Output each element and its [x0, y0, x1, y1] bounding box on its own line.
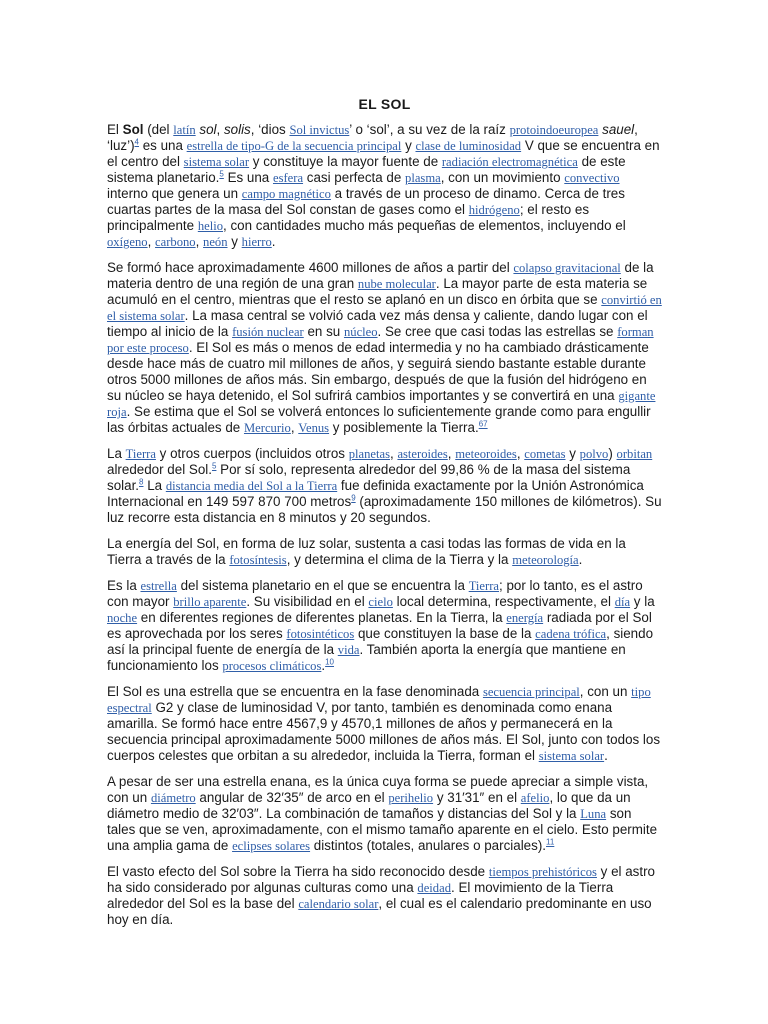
wiki-link[interactable]: sistema solar: [183, 155, 250, 169]
text-run: y 31′31″ en el: [433, 790, 521, 805]
wiki-link[interactable]: procesos climáticos: [222, 659, 322, 673]
wiki-link[interactable]: campo magnético: [241, 187, 331, 201]
wiki-link[interactable]: asteroides: [397, 447, 448, 461]
text-run: , y determina el clima de la Tierra y la: [286, 552, 513, 567]
text-run: .: [321, 658, 326, 673]
footnote-ref[interactable]: 67: [478, 419, 488, 429]
wiki-link[interactable]: tipo espectral: [107, 685, 651, 715]
paragraph-7: [107, 774, 662, 854]
text-run: a través de un proceso de dinamo. Cerca de tres cuartas partes de la masa del Sol constan de gases como el: [107, 186, 625, 217]
text-run: y el astro ha sido considerado por algunas culturas como una: [107, 864, 656, 895]
wiki-link[interactable]: Luna: [580, 807, 607, 821]
wiki-link[interactable]: cadena trófica: [535, 627, 607, 641]
text-run: , con cantidades mucho más pequeñas de elementos, incluyendo el: [223, 218, 626, 233]
wiki-link[interactable]: oxígeno: [107, 235, 148, 249]
wiki-link[interactable]: tiempos prehistóricos: [488, 865, 597, 879]
text-run: interno que genera un: [107, 186, 242, 201]
wiki-link[interactable]: noche: [107, 611, 138, 625]
italic-term: sol: [199, 122, 217, 137]
wiki-link[interactable]: forman por este proceso: [107, 325, 654, 355]
text-run: y posiblemente la Tierra.: [329, 420, 479, 435]
wiki-link[interactable]: colapso gravitacional: [513, 261, 621, 275]
text-run: , el cual es el calendario predominante en uso hoy en día.: [107, 896, 652, 927]
text-run: ; por lo tanto, es el astro con mayor: [107, 578, 643, 609]
wiki-link[interactable]: convectivo: [564, 171, 620, 185]
text-run: en diferentes regiones de diferentes planetas. En la Tierra, la: [137, 610, 507, 625]
text-run: El Sol es una estrella que se encuentra en la fase denominada: [107, 684, 483, 699]
wiki-link[interactable]: meteoroides: [455, 447, 517, 461]
wiki-link[interactable]: energía: [506, 611, 544, 625]
text-run: La: [143, 478, 166, 493]
text-run: y: [227, 234, 242, 249]
wiki-link[interactable]: fusión nuclear: [232, 325, 304, 339]
text-run: ,: [447, 446, 456, 461]
text-run: casi perfecta de: [303, 170, 406, 185]
wiki-link[interactable]: latín: [173, 123, 196, 137]
wiki-link[interactable]: perihelio: [388, 791, 434, 805]
footnote-ref[interactable]: 5: [219, 169, 224, 179]
text-run: .: [271, 234, 276, 249]
wiki-link[interactable]: hierro: [241, 235, 272, 249]
wiki-link[interactable]: Tierra: [468, 579, 500, 593]
text-run: en su: [303, 324, 344, 339]
wiki-link[interactable]: afelio: [520, 791, 550, 805]
text-run: . Se cree que casi todas las estrellas se: [377, 324, 618, 339]
text-run: ,: [147, 234, 156, 249]
wiki-link[interactable]: protoindoeuropea: [509, 123, 599, 137]
footnote-ref[interactable]: 9: [351, 493, 356, 503]
italic-term: solis: [223, 122, 251, 137]
wiki-link[interactable]: Venus: [298, 421, 330, 435]
wiki-link[interactable]: estrella: [140, 579, 177, 593]
text-run: angular de 32′35″ de arco en el: [195, 790, 389, 805]
paragraph-6: [107, 684, 662, 764]
wiki-link[interactable]: neón: [203, 235, 228, 249]
text-run: es una: [138, 138, 187, 153]
wiki-link[interactable]: fotosintéticos: [286, 627, 355, 641]
text-run: La: [107, 446, 126, 461]
wiki-link[interactable]: distancia media del Sol a la Tierra: [165, 479, 338, 493]
text-run: y constituye la mayor fuente de: [249, 154, 442, 169]
wiki-link[interactable]: brillo aparente: [173, 595, 247, 609]
text-run: ,: [389, 446, 398, 461]
text-run: alrededor del Sol.: [107, 462, 212, 477]
text-run: , siendo así la principal fuente de energía de la: [107, 626, 654, 657]
wiki-link[interactable]: cometas: [524, 447, 566, 461]
text-run: del sistema planetario en el que se encuentra la: [176, 578, 469, 593]
text-run: (aproximadamente 150 millones de kilómetros). Su luz recorre esta distancia en 8 minutos y 20 segundos.: [107, 494, 662, 525]
wiki-link[interactable]: fotosíntesis: [229, 553, 287, 567]
text-run: . El Sol es más o menos de edad intermedia y no ha cambiado drásticamente desde hace más de cuatro mil millones de años, y seguirá siendo bastante estable durante otros 5000 millones de años más. Sin embargo, después de que la fusión del hidrógeno en su núcleo se haya detenido, el Sol sufrirá cambios importantes y se convertirá en una: [107, 340, 649, 403]
wiki-link[interactable]: Mercurio: [243, 421, 291, 435]
text-run: , con un: [579, 684, 632, 699]
text-run: El vasto efecto del Sol sobre la Tierra ha sido reconocido desde: [107, 864, 489, 879]
footnote-ref[interactable]: 4: [134, 137, 139, 147]
text-run: .: [604, 748, 608, 763]
wiki-link[interactable]: carbono: [155, 235, 196, 249]
text-run: Se formó hace aproximadamente 4600 millones de años a partir del: [107, 260, 514, 275]
wiki-link[interactable]: esfera: [272, 171, 304, 185]
wiki-link[interactable]: sistema solar: [538, 749, 605, 763]
footnote-ref[interactable]: 5: [211, 461, 217, 471]
text-run: radiada por el Sol es aprovechada por los seres: [107, 610, 652, 641]
text-run: G2 y clase de luminosidad V, por tanto, también es denominada como enana amarilla. Se formó hace entre 4567,9 y 4570,1 millones de años y permanecerá en la secuencia principal aproximadamente 5000 millones de años más. El Sol, junto con todos los cuerpos celestes que orbitan a su alrededor, incluida la Tierra, forman el: [107, 700, 661, 763]
text-run: ): [608, 446, 617, 461]
text-run: , ‘luz’): [107, 122, 638, 153]
wiki-link[interactable]: radiación electromagnética: [441, 155, 578, 169]
text-run: y otros cuerpos (incluidos otros: [155, 446, 349, 461]
wiki-link[interactable]: orbitan: [616, 447, 653, 461]
text-run: de este sistema planetario.: [107, 154, 626, 185]
paragraph-2: [107, 260, 662, 436]
wiki-link[interactable]: núcleo: [343, 325, 378, 339]
text-run: ,: [290, 420, 299, 435]
text-run: , ‘dios: [250, 122, 290, 137]
wiki-link[interactable]: nube molecular: [357, 277, 436, 291]
document-body: [107, 122, 662, 928]
text-run: que constituyen la base de la: [354, 626, 536, 641]
paragraph-3: [107, 446, 662, 526]
text-run: y: [565, 446, 580, 461]
text-run: ,: [216, 122, 224, 137]
bold-term: Sol: [122, 122, 144, 137]
wiki-link[interactable]: eclipses solares: [232, 839, 311, 853]
wiki-link[interactable]: clase de luminosidad: [415, 139, 522, 153]
text-run: Es la: [107, 578, 141, 593]
wiki-link[interactable]: gigante roja: [107, 389, 656, 419]
text-run: . Se estima que el Sol se volverá entonces lo suficientemente grande como para engullir las órbitas actuales de: [107, 404, 651, 435]
footnote-ref[interactable]: 8: [139, 477, 144, 487]
text-run: , con un movimiento: [440, 170, 565, 185]
wiki-link[interactable]: deidad: [417, 881, 451, 895]
text-run: de la materia dentro de una región de una gran: [107, 260, 654, 291]
text-run: ,: [195, 234, 204, 249]
text-run: , lo que da un diámetro medio de 32′03″. La combinación de tamaños y distancias del Sol y la: [107, 790, 631, 821]
wiki-link[interactable]: secuencia principal: [482, 685, 580, 699]
text-run: A pesar de ser una estrella enana, es la única cuya forma se puede apreciar a simple vista, con un: [107, 774, 649, 805]
text-run: El: [107, 122, 123, 137]
footnote-ref[interactable]: 11: [546, 837, 555, 847]
text-run: . La masa central se volvió cada vez más densa y caliente, dando lugar con el tiempo al inicio de la: [107, 308, 648, 339]
text-run: ,: [516, 446, 525, 461]
wiki-link[interactable]: Tierra: [125, 447, 156, 461]
text-run: Es una: [223, 170, 273, 185]
text-run: y: [401, 138, 416, 153]
wiki-link[interactable]: planetas: [348, 447, 390, 461]
text-run: ; el resto es principalmente: [107, 202, 590, 233]
wiki-link[interactable]: Sol invictus: [289, 123, 350, 137]
wiki-link[interactable]: helio: [197, 219, 223, 233]
wiki-link[interactable]: cielo: [368, 595, 393, 609]
wiki-link[interactable]: polvo: [579, 447, 609, 461]
text-run: V que se encuentra en el centro del: [107, 138, 660, 169]
wiki-link[interactable]: día: [614, 595, 631, 609]
paragraph-8: [107, 864, 662, 928]
text-run: ’ o ‘sol’, a su vez de la raíz: [349, 122, 510, 137]
text-run: La energía del Sol, en forma de luz solar, sustenta a casi todas las formas de vida en la Tierra a través de la: [107, 536, 626, 567]
wiki-link[interactable]: convirtió en el sistema solar: [107, 293, 662, 323]
text-run: son tales que se ven, aproximadamente, con el mismo tamaño aparente en el cielo. Esto permite una amplia gama de: [107, 806, 658, 853]
paragraph-4: [107, 536, 662, 568]
paragraph-5: [107, 578, 662, 674]
wiki-link[interactable]: meteorología: [512, 553, 579, 567]
wiki-link[interactable]: calendario solar: [298, 897, 379, 911]
text-run: . La mayor parte de esta materia se acumuló en el centro, mientras que el resto se aplanó en un disco en órbita que se: [107, 276, 648, 307]
wiki-link[interactable]: vida: [337, 643, 360, 657]
text-run: .: [578, 552, 583, 567]
text-run: local determina, respectivamente, el: [392, 594, 615, 609]
italic-term: sauel: [602, 122, 635, 137]
document-title: EL SOL: [358, 96, 411, 112]
wiki-link[interactable]: plasma: [405, 171, 441, 185]
text-run: . El movimiento de la Tierra alrededor del Sol es la base del: [107, 880, 614, 911]
text-run: . También aporta la energía que mantiene en funcionamiento los: [107, 642, 626, 673]
text-run: . Su visibilidad en el: [246, 594, 369, 609]
text-run: (del: [143, 122, 174, 137]
paragraph-1: [107, 122, 662, 250]
footnote-ref[interactable]: 10: [325, 657, 335, 667]
text-run: y la: [630, 594, 655, 609]
wiki-link[interactable]: estrella de tipo-G de la secuencia principal: [186, 139, 402, 153]
text-run: distintos (totales, anulares o parciales).: [310, 838, 547, 853]
text-run: Por sí solo, representa alrededor del 99,86 % de la masa del sistema solar.: [107, 462, 631, 493]
wiki-link[interactable]: hidrógeno: [468, 203, 520, 217]
wiki-link[interactable]: diámetro: [150, 791, 196, 805]
text-run: fue definida exactamente por la Unión Astronómica Internacional en 149 597 870 700 metros: [107, 478, 644, 509]
document-page: [107, 96, 662, 938]
